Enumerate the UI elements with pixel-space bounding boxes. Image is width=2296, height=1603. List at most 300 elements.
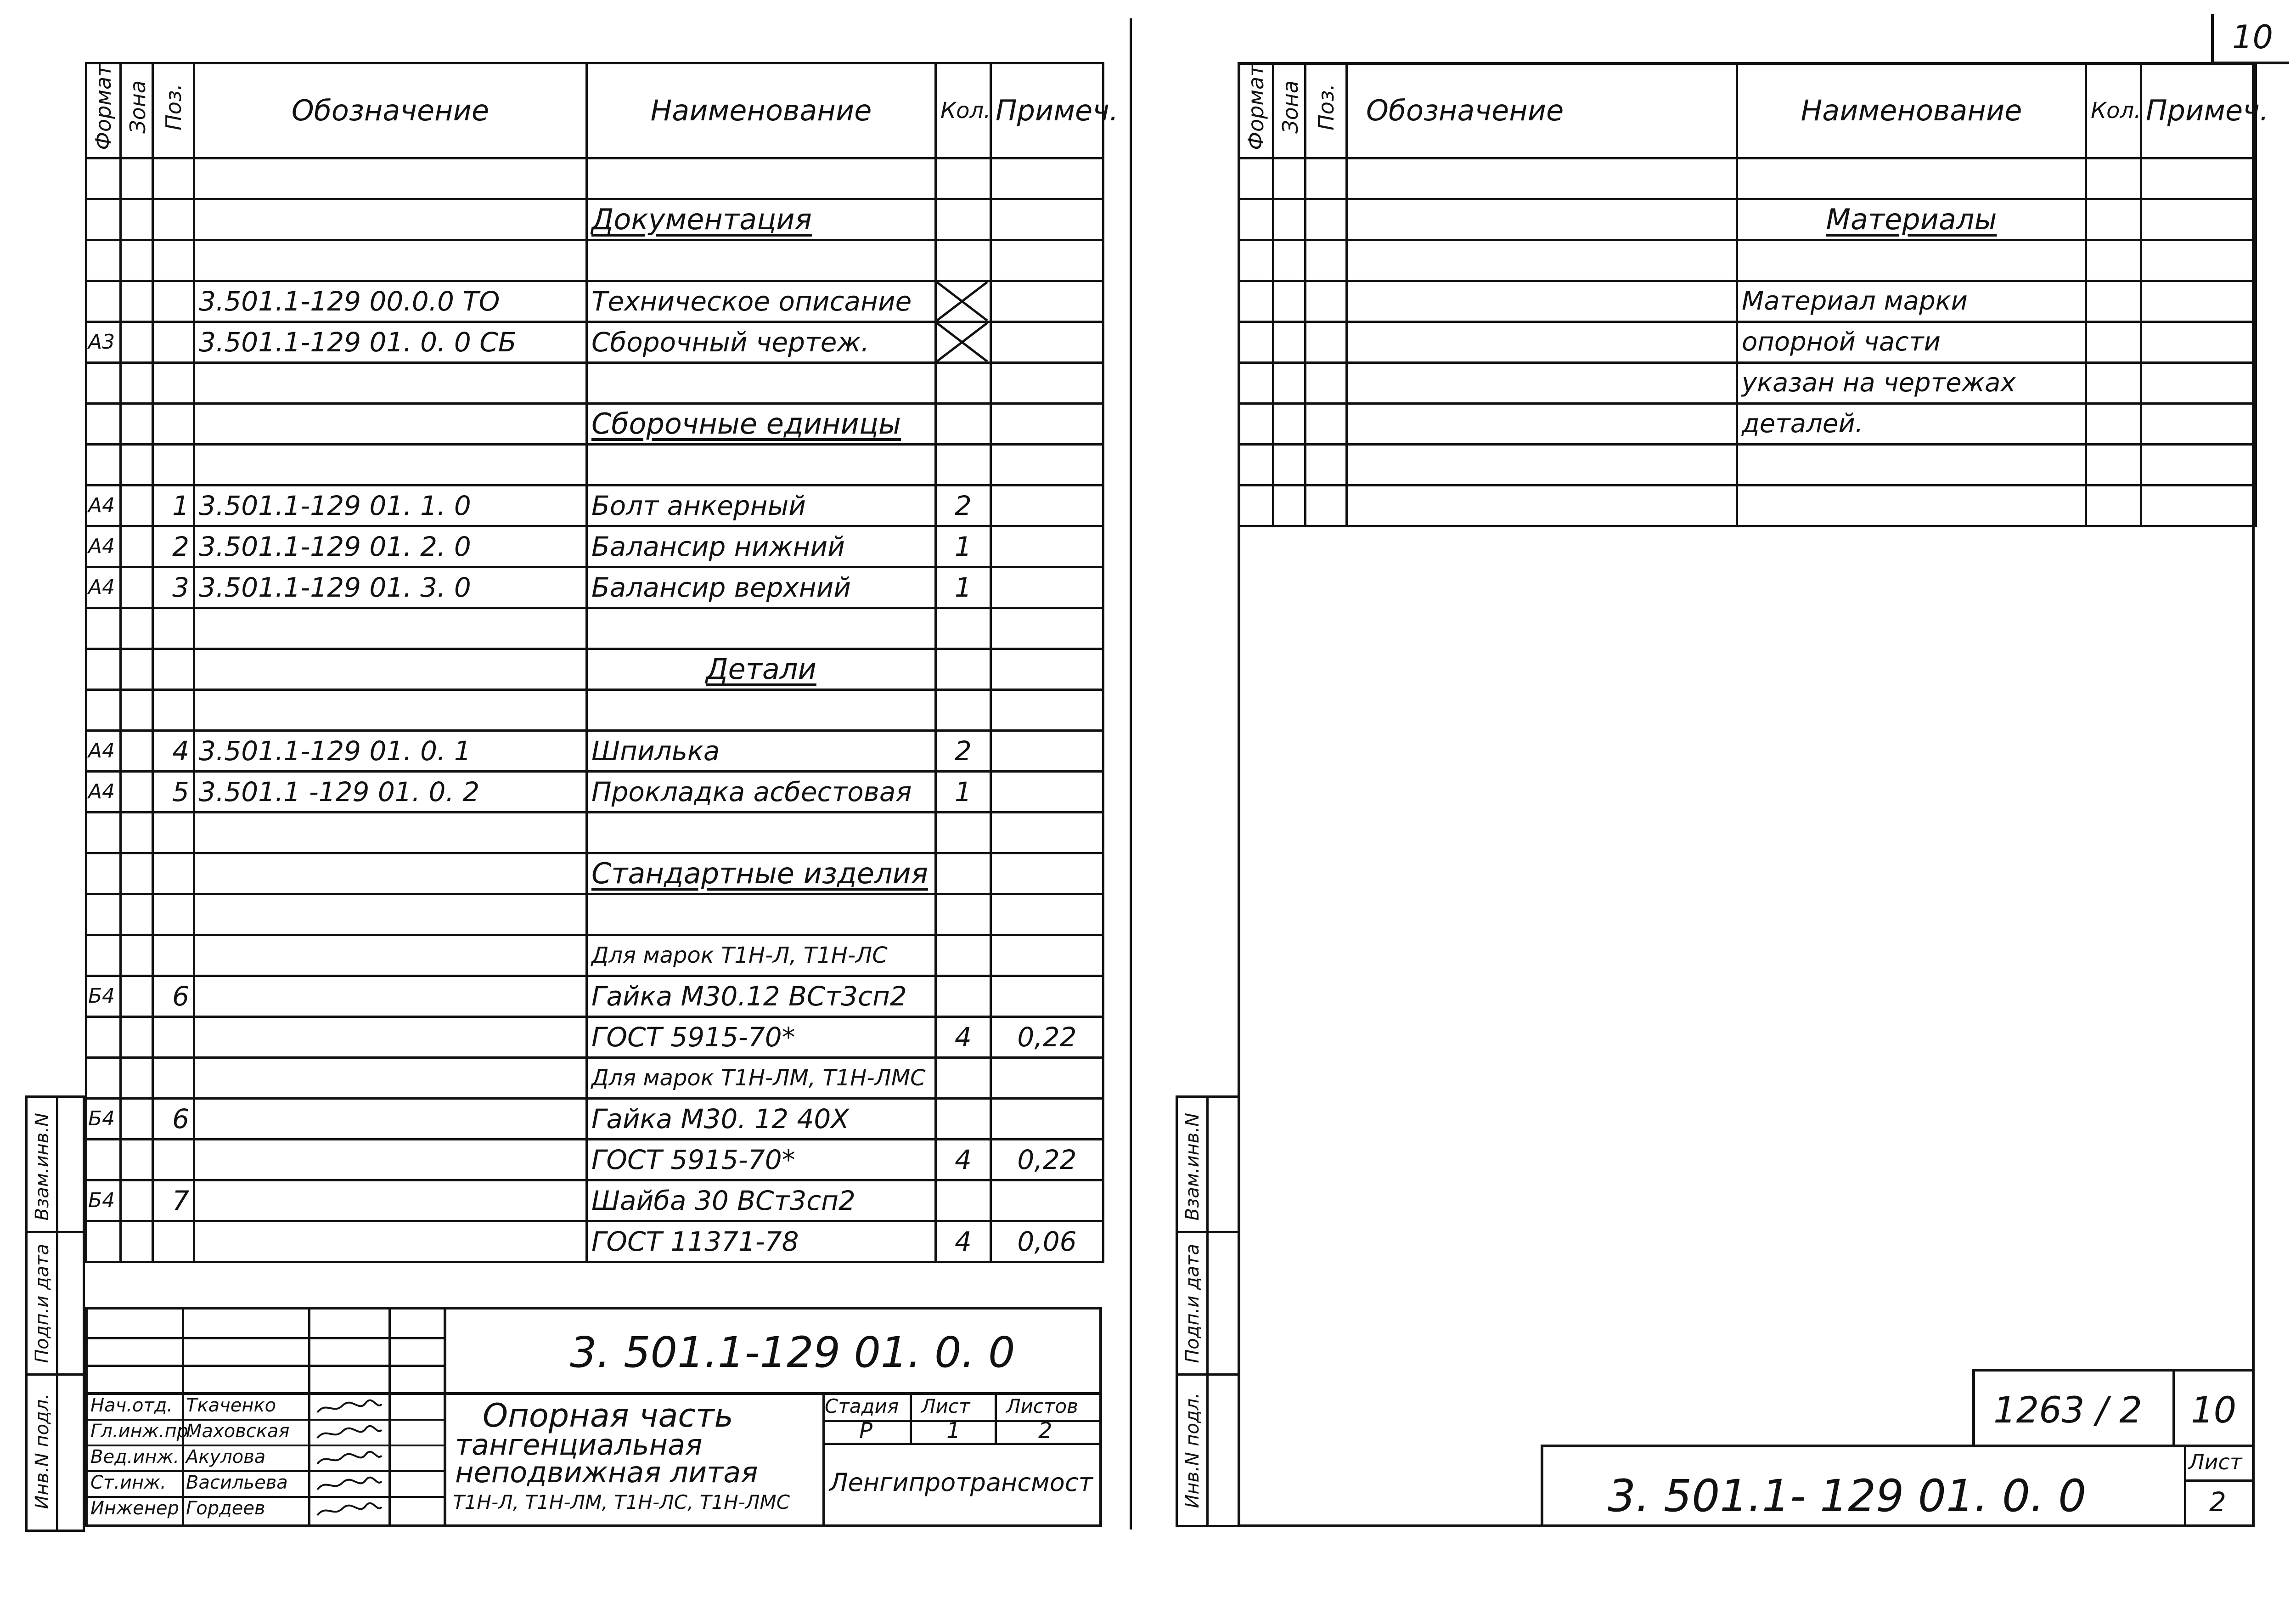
qty-cell bbox=[2086, 281, 2141, 322]
table-row bbox=[86, 1016, 1103, 1057]
zone-cell bbox=[121, 1139, 153, 1180]
designation-cell bbox=[194, 444, 587, 485]
format-cell: А4 bbox=[86, 730, 121, 771]
zone-cell bbox=[121, 1016, 153, 1057]
qty-cell bbox=[936, 976, 991, 1016]
format-cell bbox=[86, 894, 121, 935]
right-rows bbox=[1239, 158, 2256, 526]
designation-cell bbox=[194, 689, 587, 730]
table-row bbox=[86, 240, 1103, 281]
name-cell: Прокладка асбестовая bbox=[587, 771, 936, 812]
qty-cell bbox=[936, 322, 991, 362]
name-cell: ГОСТ 11371-78 bbox=[587, 1221, 936, 1262]
right-sheet-label: Лист bbox=[2189, 1450, 2242, 1474]
note-cell: 0,22 bbox=[991, 1139, 1103, 1180]
qty-cell bbox=[936, 935, 991, 976]
note-cell bbox=[991, 567, 1103, 608]
zone-cell bbox=[121, 894, 153, 935]
sheets-label: Листов bbox=[1006, 1395, 1078, 1417]
qty-cell bbox=[936, 281, 991, 322]
zone-cell bbox=[121, 485, 153, 526]
designation-cell bbox=[194, 812, 587, 853]
format-cell bbox=[1239, 281, 1273, 322]
cross-mark-icon bbox=[937, 323, 987, 361]
staff-name: Ткаченко bbox=[186, 1395, 276, 1416]
pos-cell: 2 bbox=[153, 526, 194, 567]
title-line-4: Т1Н-Л, Т1Н-ЛМ, Т1Н-ЛС, Т1Н-ЛМС bbox=[453, 1491, 790, 1513]
designation-cell bbox=[1347, 199, 1737, 240]
name-cell: Болт анкерный bbox=[587, 485, 936, 526]
format-cell: А4 bbox=[86, 485, 121, 526]
pos-cell bbox=[153, 240, 194, 281]
right-header-pos: Поз. bbox=[1306, 63, 1347, 158]
organization: Ленгипротрансмост bbox=[829, 1468, 1093, 1497]
qty-cell bbox=[936, 1180, 991, 1221]
name-cell: Техническое описание bbox=[587, 281, 936, 322]
name-cell: Балансир нижний bbox=[587, 526, 936, 567]
zone-cell bbox=[121, 649, 153, 689]
qty-cell bbox=[936, 362, 991, 403]
staff-name: Маховская bbox=[186, 1421, 290, 1442]
pos-cell bbox=[153, 362, 194, 403]
qty-cell: 1 bbox=[936, 567, 991, 608]
note-cell bbox=[991, 608, 1103, 649]
left-rows bbox=[86, 158, 1103, 1262]
format-cell bbox=[86, 158, 121, 199]
note-cell bbox=[991, 322, 1103, 362]
qty-cell bbox=[2086, 362, 2141, 403]
zone-cell bbox=[121, 1098, 153, 1139]
name-cell: ГОСТ 5915-70* bbox=[587, 1139, 936, 1180]
name-cell: опорной части bbox=[1737, 322, 2086, 362]
designation-cell bbox=[194, 1221, 587, 1262]
pos-cell: 6 bbox=[153, 976, 194, 1016]
designation-cell bbox=[194, 362, 587, 403]
right-header-zone: Зона bbox=[1273, 63, 1306, 158]
zone-cell bbox=[1273, 362, 1306, 403]
qty-cell: 4 bbox=[936, 1139, 991, 1180]
pos-cell bbox=[153, 649, 194, 689]
note-cell bbox=[991, 526, 1103, 567]
note-cell bbox=[2141, 281, 2256, 322]
table-row bbox=[86, 935, 1103, 976]
format-cell: Б4 bbox=[86, 1098, 121, 1139]
name-cell bbox=[1737, 158, 2086, 199]
designation-cell bbox=[194, 1139, 587, 1180]
format-cell bbox=[86, 649, 121, 689]
pos-cell bbox=[153, 812, 194, 853]
pos-cell bbox=[153, 281, 194, 322]
zone-cell bbox=[121, 526, 153, 567]
name-cell: Для марок Т1Н-ЛМ, Т1Н-ЛМС bbox=[587, 1057, 936, 1098]
pos-cell: 5 bbox=[153, 771, 194, 812]
format-cell bbox=[86, 281, 121, 322]
qty-cell: 4 bbox=[936, 1016, 991, 1057]
side-stamp-sign-date: Подп.и дата bbox=[32, 1243, 53, 1363]
pos-cell bbox=[153, 1016, 194, 1057]
table-row bbox=[86, 526, 1103, 567]
table-row bbox=[86, 322, 1103, 362]
staff-role: Вед.инж. bbox=[90, 1446, 180, 1468]
qty-cell bbox=[936, 608, 991, 649]
table-row bbox=[1239, 322, 2256, 362]
note-cell bbox=[991, 403, 1103, 444]
pos-cell bbox=[153, 894, 194, 935]
format-cell: Б4 bbox=[86, 1180, 121, 1221]
note-cell bbox=[991, 158, 1103, 199]
qty-cell bbox=[2086, 485, 2141, 526]
pos-cell bbox=[153, 1139, 194, 1180]
designation-cell bbox=[1347, 362, 1737, 403]
format-cell bbox=[86, 199, 121, 240]
note-cell bbox=[991, 771, 1103, 812]
format-cell bbox=[86, 935, 121, 976]
table-row bbox=[1239, 199, 2256, 240]
qty-cell bbox=[936, 199, 991, 240]
sheet-value: 1 bbox=[946, 1418, 961, 1444]
pos-cell bbox=[1306, 199, 1347, 240]
format-cell bbox=[86, 1221, 121, 1262]
name-cell: ГОСТ 5915-70* bbox=[587, 1016, 936, 1057]
name-cell: Материал марки bbox=[1737, 281, 2086, 322]
note-cell bbox=[991, 281, 1103, 322]
right-side-stamp-sign-date: Подп.и дата bbox=[1182, 1243, 1203, 1363]
right-code: 3. 501.1- 129 01. 0. 0 bbox=[1608, 1470, 2087, 1522]
pos-cell bbox=[1306, 322, 1347, 362]
format-cell bbox=[86, 1016, 121, 1057]
format-cell bbox=[1239, 199, 1273, 240]
pos-cell bbox=[1306, 281, 1347, 322]
zone-cell bbox=[1273, 281, 1306, 322]
table-row bbox=[1239, 281, 2256, 322]
table-row bbox=[1239, 403, 2256, 444]
pos-cell bbox=[153, 853, 194, 894]
name-cell: Сборочные единицы bbox=[587, 403, 936, 444]
pos-cell bbox=[153, 403, 194, 444]
table-row bbox=[86, 771, 1103, 812]
sheets-value: 2 bbox=[1038, 1418, 1052, 1444]
designation-cell bbox=[194, 1098, 587, 1139]
table-row bbox=[86, 689, 1103, 730]
zone-cell bbox=[121, 444, 153, 485]
format-cell: Б4 bbox=[86, 976, 121, 1016]
designation-cell bbox=[194, 1180, 587, 1221]
header-name: Наименование bbox=[587, 63, 936, 158]
archive-sheet: 10 bbox=[2191, 1390, 2237, 1431]
zone-cell bbox=[121, 1057, 153, 1098]
designation-cell: 3.501.1-129 01. 1. 0 bbox=[194, 485, 587, 526]
signature-icon bbox=[315, 1501, 384, 1522]
note-cell bbox=[991, 894, 1103, 935]
zone-cell bbox=[121, 935, 153, 976]
table-row bbox=[86, 403, 1103, 444]
designation-cell bbox=[1347, 240, 1737, 281]
note-cell bbox=[991, 649, 1103, 689]
pos-cell bbox=[1306, 403, 1347, 444]
signature-icon bbox=[315, 1450, 384, 1470]
format-cell bbox=[1239, 485, 1273, 526]
designation-cell bbox=[194, 1016, 587, 1057]
designation-cell bbox=[194, 894, 587, 935]
zone-cell bbox=[121, 812, 153, 853]
header-format: Формат bbox=[86, 63, 121, 158]
note-cell bbox=[991, 444, 1103, 485]
note-cell bbox=[2141, 322, 2256, 362]
table-row bbox=[86, 812, 1103, 853]
staff-name: Васильева bbox=[186, 1472, 288, 1493]
qty-cell bbox=[2086, 240, 2141, 281]
table-row bbox=[86, 485, 1103, 526]
name-cell bbox=[587, 362, 936, 403]
designation-cell: 3.501.1 -129 01. 0. 2 bbox=[194, 771, 587, 812]
qty-cell bbox=[936, 240, 991, 281]
name-cell bbox=[587, 240, 936, 281]
pos-cell bbox=[153, 158, 194, 199]
note-cell bbox=[991, 1098, 1103, 1139]
pos-cell bbox=[153, 1221, 194, 1262]
note-cell bbox=[2141, 485, 2256, 526]
pos-cell bbox=[1306, 485, 1347, 526]
zone-cell bbox=[121, 1221, 153, 1262]
zone-cell bbox=[121, 199, 153, 240]
note-cell bbox=[991, 240, 1103, 281]
qty-cell bbox=[936, 853, 991, 894]
name-cell bbox=[1737, 240, 2086, 281]
zone-cell bbox=[121, 403, 153, 444]
format-cell bbox=[1239, 403, 1273, 444]
format-cell bbox=[1239, 444, 1273, 485]
name-cell: Материалы bbox=[1737, 199, 2086, 240]
name-cell bbox=[1737, 485, 2086, 526]
pos-cell: 7 bbox=[153, 1180, 194, 1221]
zone-cell bbox=[1273, 403, 1306, 444]
left-side-stamp bbox=[25, 1095, 85, 1532]
designation-cell: 3.501.1-129 00.0.0 ТО bbox=[194, 281, 587, 322]
note-cell bbox=[991, 485, 1103, 526]
sheet-separator bbox=[1130, 18, 1132, 1530]
name-cell bbox=[587, 158, 936, 199]
name-cell: Для марок Т1Н-Л, Т1Н-ЛС bbox=[587, 935, 936, 976]
pos-cell bbox=[153, 199, 194, 240]
name-cell: Гайка М30.12 ВСт3сп2 bbox=[587, 976, 936, 1016]
note-cell bbox=[991, 199, 1103, 240]
name-cell: указан на чертежах bbox=[1737, 362, 2086, 403]
right-side-stamp-replaced-inv: Взам.инв.N bbox=[1182, 1112, 1203, 1221]
designation-cell bbox=[194, 853, 587, 894]
table-row bbox=[86, 894, 1103, 935]
note-cell bbox=[2141, 240, 2256, 281]
qty-cell bbox=[2086, 158, 2141, 199]
qty-cell bbox=[2086, 322, 2141, 362]
zone-cell bbox=[121, 281, 153, 322]
header-designation: Обозначение bbox=[194, 63, 587, 158]
name-cell bbox=[587, 444, 936, 485]
format-cell bbox=[86, 403, 121, 444]
zone-cell bbox=[121, 976, 153, 1016]
format-cell bbox=[86, 240, 121, 281]
zone-cell bbox=[121, 322, 153, 362]
staff-name: Гордеев bbox=[186, 1498, 265, 1519]
name-cell bbox=[587, 894, 936, 935]
right-header-row bbox=[1239, 63, 2256, 158]
title-block-code: 3. 501.1-129 01. 0. 0 bbox=[570, 1328, 1015, 1377]
header-pos: Поз. bbox=[153, 63, 194, 158]
name-cell: Стандартные изделия bbox=[587, 853, 936, 894]
zone-cell bbox=[1273, 322, 1306, 362]
designation-cell bbox=[1347, 322, 1737, 362]
format-cell bbox=[86, 689, 121, 730]
qty-cell: 2 bbox=[936, 485, 991, 526]
name-cell bbox=[587, 608, 936, 649]
zone-cell bbox=[121, 853, 153, 894]
header-qty: Кол. bbox=[936, 63, 991, 158]
table-row bbox=[1239, 444, 2256, 485]
name-cell: деталей. bbox=[1737, 403, 2086, 444]
table-row bbox=[86, 1180, 1103, 1221]
right-header-qty: Кол. bbox=[2086, 63, 2141, 158]
qty-cell bbox=[2086, 444, 2141, 485]
designation-cell bbox=[194, 240, 587, 281]
note-cell: 0,22 bbox=[991, 1016, 1103, 1057]
right-page-number-box bbox=[2211, 14, 2289, 64]
right-code-box bbox=[1541, 1445, 2255, 1527]
name-cell: Балансир верхний bbox=[587, 567, 936, 608]
designation-cell bbox=[1347, 444, 1737, 485]
zone-cell bbox=[121, 730, 153, 771]
qty-cell bbox=[936, 158, 991, 199]
signature-icon bbox=[315, 1399, 384, 1419]
staff-role: Нач.отд. bbox=[90, 1395, 173, 1416]
table-row bbox=[86, 158, 1103, 199]
pos-cell bbox=[1306, 158, 1347, 199]
pos-cell bbox=[1306, 362, 1347, 403]
designation-cell: 3.501.1-129 01. 0. 1 bbox=[194, 730, 587, 771]
format-cell: А4 bbox=[86, 567, 121, 608]
signature-icon bbox=[315, 1424, 384, 1445]
note-cell bbox=[991, 812, 1103, 853]
table-row bbox=[86, 281, 1103, 322]
pos-cell: 1 bbox=[153, 485, 194, 526]
pos-cell bbox=[153, 322, 194, 362]
qty-cell bbox=[936, 444, 991, 485]
designation-cell bbox=[1347, 158, 1737, 199]
table-row bbox=[1239, 362, 2256, 403]
designation-cell bbox=[194, 976, 587, 1016]
note-cell bbox=[991, 730, 1103, 771]
designation-cell bbox=[1347, 403, 1737, 444]
name-cell: Шайба 30 ВСт3сп2 bbox=[587, 1180, 936, 1221]
zone-cell bbox=[121, 1180, 153, 1221]
pos-cell bbox=[153, 1057, 194, 1098]
qty-cell bbox=[936, 812, 991, 853]
pos-cell bbox=[153, 444, 194, 485]
stage-label: Стадия bbox=[825, 1395, 899, 1417]
left-title-block bbox=[85, 1307, 1102, 1527]
note-cell bbox=[2141, 362, 2256, 403]
name-cell: Детали bbox=[587, 649, 936, 689]
zone-cell bbox=[1273, 240, 1306, 281]
page-number: 10 bbox=[2232, 18, 2273, 56]
format-cell bbox=[86, 608, 121, 649]
format-cell: А3 bbox=[86, 322, 121, 362]
stage-value: Р bbox=[859, 1418, 872, 1444]
right-header-note: Примеч. bbox=[2141, 63, 2256, 158]
name-cell: Документация bbox=[587, 199, 936, 240]
right-side-stamp-orig-inv: Инв.N подл. bbox=[1182, 1392, 1203, 1508]
designation-cell: 3.501.1-129 01. 3. 0 bbox=[194, 567, 587, 608]
format-cell bbox=[86, 1139, 121, 1180]
cross-mark-icon bbox=[937, 282, 987, 321]
designation-cell bbox=[194, 935, 587, 976]
staff-role: Гл.инж.пр. bbox=[90, 1421, 194, 1442]
qty-cell bbox=[2086, 199, 2141, 240]
qty-cell: 2 bbox=[936, 730, 991, 771]
designation-cell bbox=[194, 403, 587, 444]
qty-cell bbox=[936, 649, 991, 689]
qty-cell bbox=[936, 1057, 991, 1098]
pos-cell: 4 bbox=[153, 730, 194, 771]
table-row bbox=[86, 1139, 1103, 1180]
zone-cell bbox=[1273, 158, 1306, 199]
archive-number: 1263 / 2 bbox=[1993, 1390, 2142, 1431]
format-cell bbox=[1239, 362, 1273, 403]
qty-cell: 4 bbox=[936, 1221, 991, 1262]
zone-cell bbox=[121, 240, 153, 281]
format-cell: А4 bbox=[86, 526, 121, 567]
zone-cell bbox=[121, 771, 153, 812]
designation-cell bbox=[194, 158, 587, 199]
note-cell bbox=[991, 853, 1103, 894]
table-row bbox=[86, 199, 1103, 240]
zone-cell bbox=[121, 362, 153, 403]
pos-cell bbox=[1306, 240, 1347, 281]
pos-cell: 3 bbox=[153, 567, 194, 608]
qty-cell bbox=[936, 1098, 991, 1139]
qty-cell bbox=[936, 894, 991, 935]
table-row bbox=[86, 608, 1103, 649]
qty-cell bbox=[2086, 403, 2141, 444]
table-row bbox=[86, 730, 1103, 771]
pos-cell bbox=[153, 689, 194, 730]
side-stamp-orig-inv: Инв.N подл. bbox=[32, 1394, 53, 1509]
name-cell: Сборочный чертеж. bbox=[587, 322, 936, 362]
name-cell: Шпилька bbox=[587, 730, 936, 771]
title-line-1: Опорная часть bbox=[483, 1397, 733, 1434]
note-cell: 0,06 bbox=[991, 1221, 1103, 1262]
table-row bbox=[1239, 485, 2256, 526]
table-row bbox=[86, 362, 1103, 403]
name-cell bbox=[1737, 444, 2086, 485]
zone-cell bbox=[121, 689, 153, 730]
zone-cell bbox=[121, 158, 153, 199]
left-header-row bbox=[86, 63, 1103, 158]
qty-cell bbox=[936, 689, 991, 730]
archive-number-box bbox=[1972, 1369, 2255, 1445]
pos-cell bbox=[153, 608, 194, 649]
pos-cell bbox=[1306, 444, 1347, 485]
zone-cell bbox=[1273, 199, 1306, 240]
designation-cell bbox=[194, 649, 587, 689]
note-cell bbox=[991, 362, 1103, 403]
table-row bbox=[86, 1098, 1103, 1139]
designation-cell bbox=[1347, 485, 1737, 526]
zone-cell bbox=[121, 567, 153, 608]
qty-cell: 1 bbox=[936, 526, 991, 567]
staff-name: Акулова bbox=[186, 1446, 266, 1468]
staff-role: Ст.инж. bbox=[90, 1472, 166, 1493]
right-header-name: Наименование bbox=[1737, 63, 2086, 158]
format-cell bbox=[86, 812, 121, 853]
